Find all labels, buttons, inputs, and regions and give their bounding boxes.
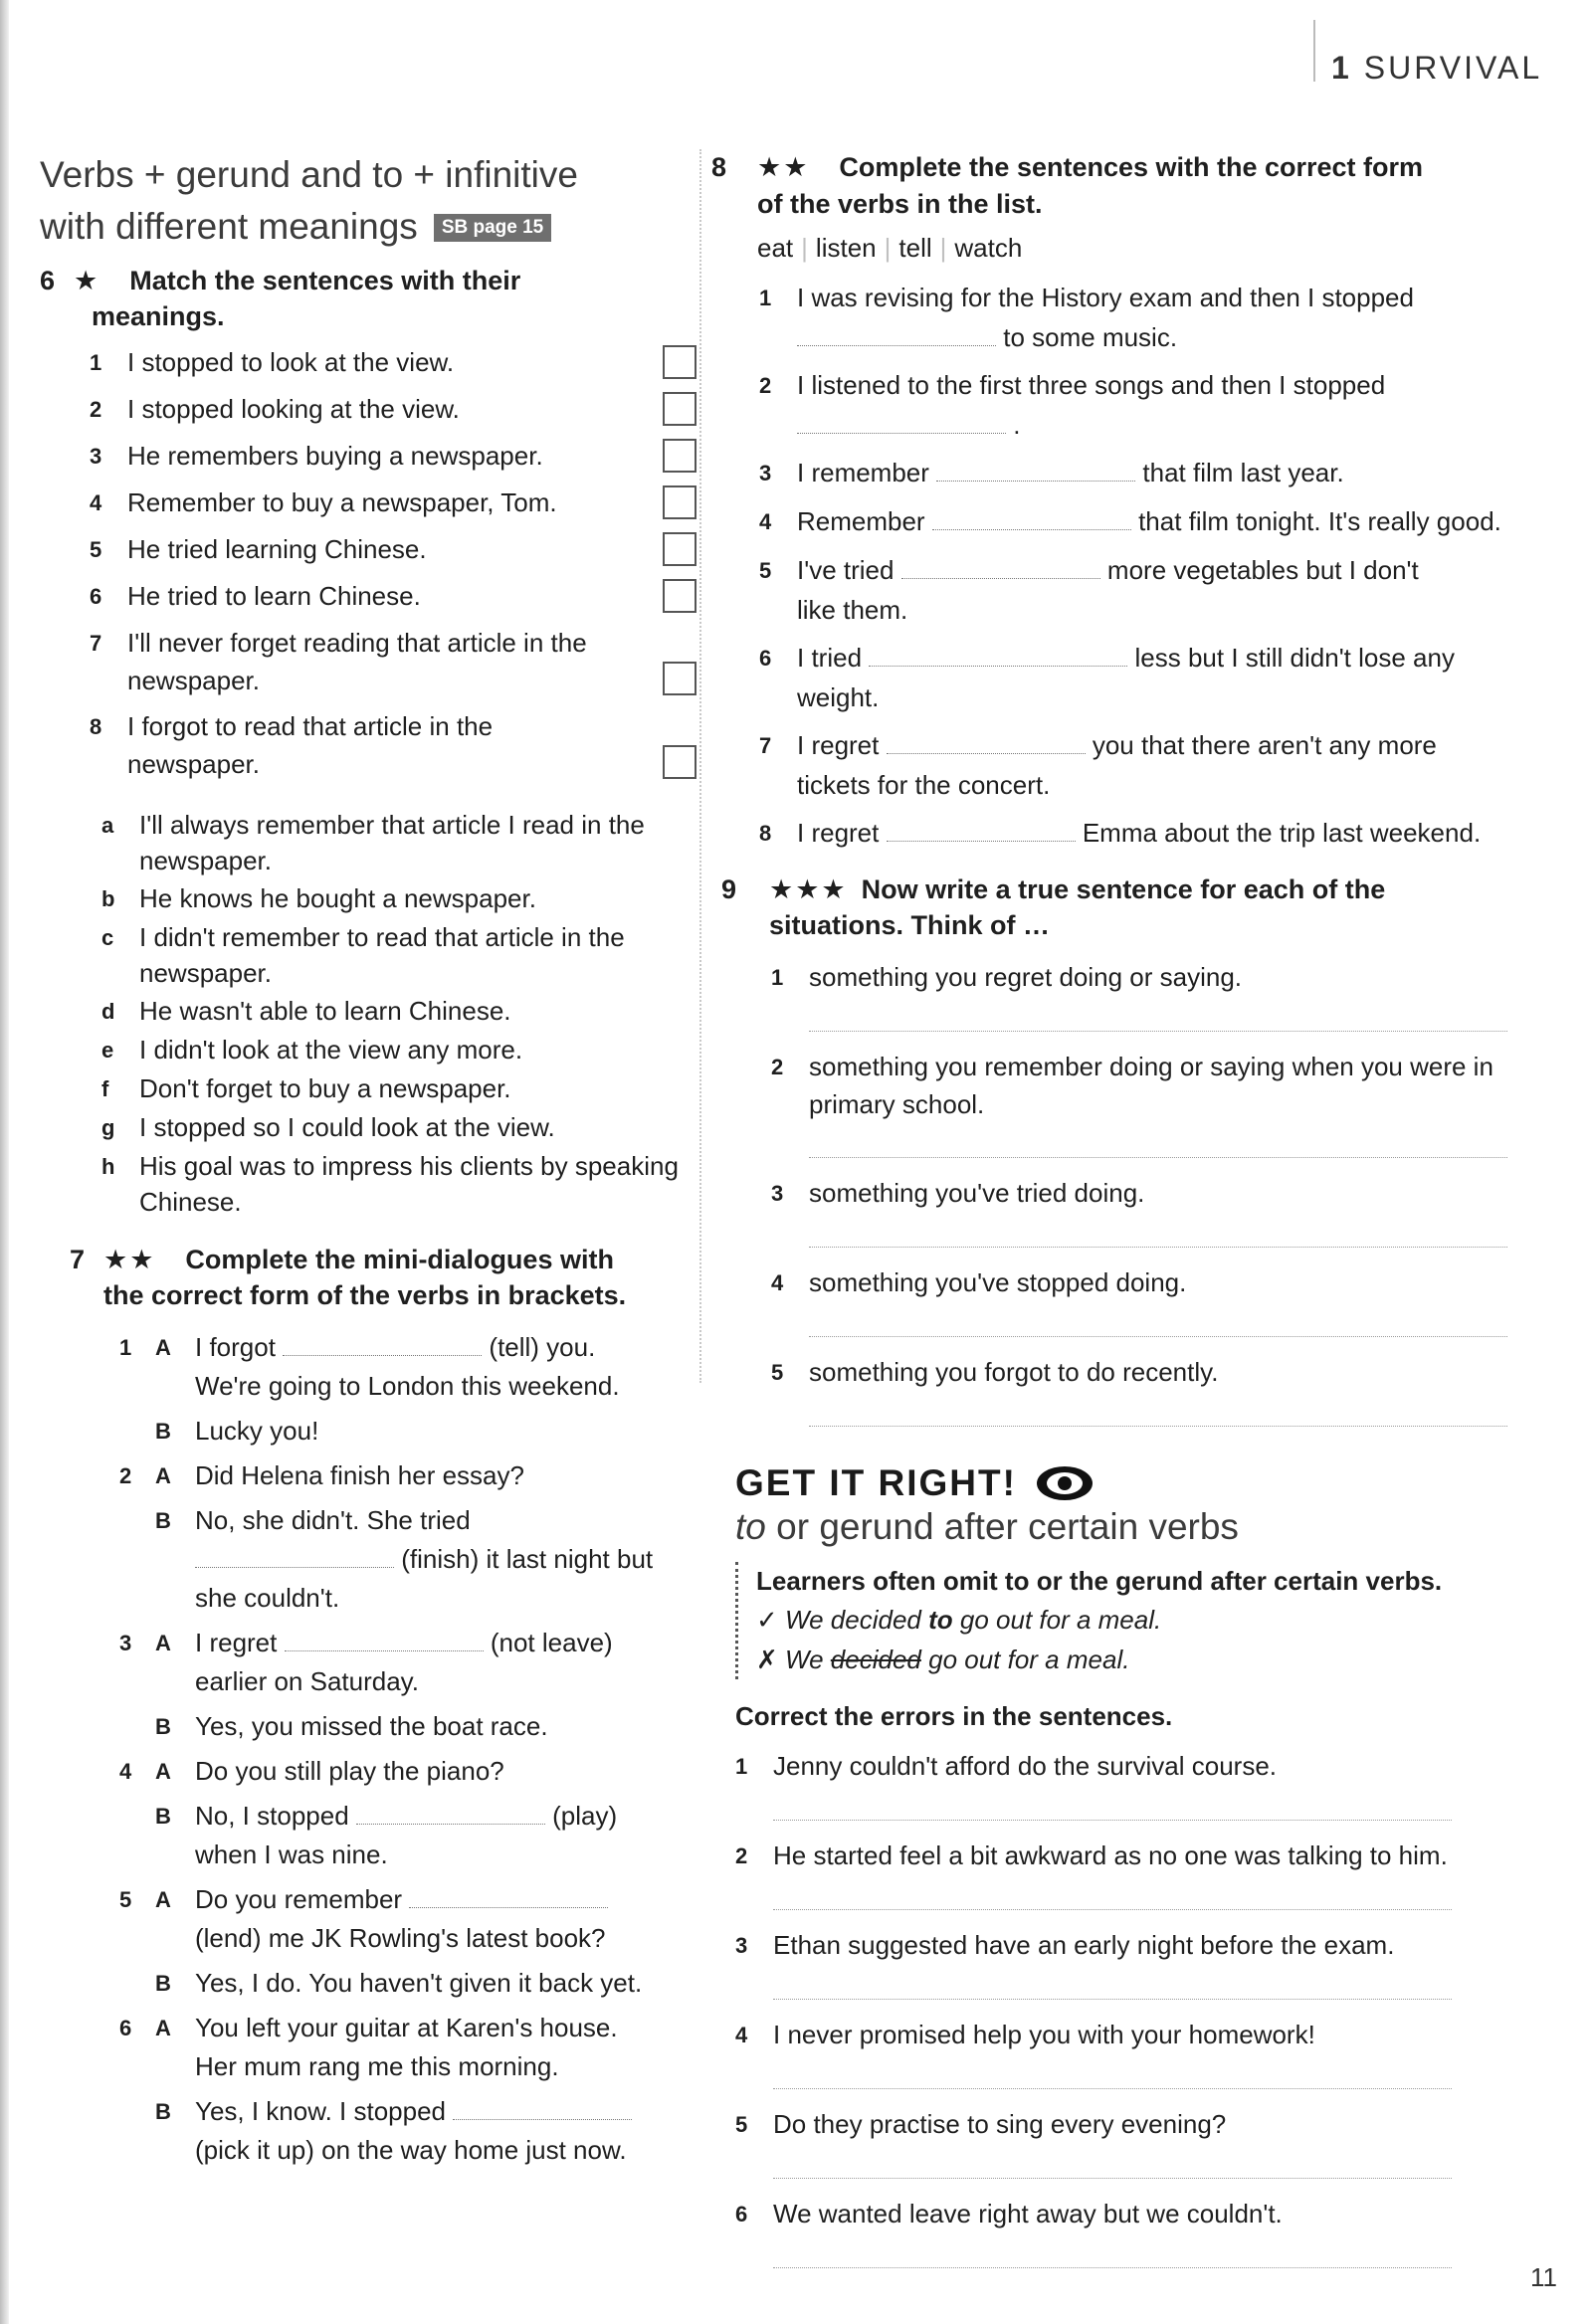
eye-icon bbox=[1033, 1462, 1096, 1504]
dialogue-text: Yes, you missed the boat race. bbox=[195, 1711, 548, 1741]
item-letter: c bbox=[101, 925, 114, 950]
list-item bbox=[759, 725, 1535, 805]
get-it-right-title bbox=[735, 1462, 1511, 1504]
list-item bbox=[90, 530, 696, 569]
difficulty-stars: ★★★ bbox=[769, 874, 848, 904]
tip-box bbox=[735, 1562, 1511, 1679]
exercise-9-items bbox=[771, 958, 1507, 1427]
section-title-line1: Verbs + gerund and to + infinitive bbox=[40, 154, 578, 195]
dialogue-line bbox=[119, 1797, 706, 1874]
item-letter: a bbox=[101, 813, 114, 838]
word-item: eat bbox=[757, 233, 794, 263]
correct-example bbox=[756, 1600, 1511, 1640]
tip-lead: Learners often omit to or the gerund after certain verbs. bbox=[756, 1566, 1443, 1596]
item-text: I never promised help you with your homework! bbox=[773, 2020, 1315, 2049]
answer-line[interactable] bbox=[773, 2148, 1452, 2179]
list-item bbox=[759, 278, 1535, 357]
item-number: 7 bbox=[759, 733, 772, 758]
list-item bbox=[90, 343, 696, 382]
list-item bbox=[735, 2016, 1492, 2054]
list-item bbox=[101, 880, 698, 917]
speaker-label: A bbox=[155, 1631, 171, 1655]
word-item: tell bbox=[898, 233, 932, 263]
list-item bbox=[771, 1263, 1507, 1302]
dialogue-line bbox=[119, 1501, 706, 1618]
item-number: 2 bbox=[90, 397, 102, 422]
dialogue-line bbox=[119, 1880, 706, 1958]
list-item bbox=[735, 1926, 1492, 1965]
item-text: Do they practise to sing every evening? bbox=[773, 2109, 1227, 2139]
dialogue-text: You left your guitar at Karen's house. bbox=[195, 2013, 618, 2042]
item-text: Don't forget to buy a newspaper. bbox=[139, 1073, 511, 1103]
dialogue-text: No, she didn't. She tried bbox=[195, 1505, 471, 1535]
subtitle-italic: to bbox=[735, 1506, 766, 1547]
list-item bbox=[101, 993, 698, 1030]
item-text: more vegetables but I don't bbox=[1106, 555, 1419, 585]
dialogue-text: (play) bbox=[552, 1801, 618, 1831]
dialogue-text: No, I stopped bbox=[195, 1801, 349, 1831]
item-number: 5 bbox=[90, 537, 102, 562]
item-text: something you remember doing or saying when you were in primary school. bbox=[809, 1052, 1493, 1119]
item-number: 1 bbox=[759, 286, 772, 310]
exercise-6-meanings bbox=[101, 807, 698, 1220]
answer-blank[interactable] bbox=[409, 1885, 608, 1908]
list-item bbox=[759, 453, 1535, 493]
item-number: 4 bbox=[735, 2023, 748, 2047]
item-text: tickets for the concert. bbox=[797, 770, 1051, 800]
item-letter: h bbox=[101, 1154, 115, 1179]
dialogue-text: Her mum rang me this morning. bbox=[195, 2051, 559, 2081]
exercise-instruction: Match the sentences with their bbox=[129, 266, 521, 295]
exercise-8-items bbox=[759, 278, 1535, 854]
item-text: something you regret doing or saying. bbox=[809, 962, 1243, 992]
item-number: 5 bbox=[771, 1360, 784, 1385]
list-item bbox=[771, 1048, 1507, 1123]
list-item bbox=[759, 550, 1535, 630]
item-number: 2 bbox=[759, 373, 772, 398]
speaker-label: B bbox=[155, 1419, 171, 1444]
dialogue-line bbox=[119, 1412, 706, 1451]
list-item bbox=[759, 501, 1535, 542]
exercise-instruction-cont: the correct form of the verbs in brackets. bbox=[103, 1280, 627, 1310]
item-text: His goal was to impress his clients by speaking Chinese. bbox=[139, 1151, 679, 1217]
item-text: I'll never forget reading that article in the newspaper. bbox=[127, 628, 587, 695]
subtitle-rest: or gerund after certain verbs bbox=[776, 1506, 1239, 1547]
dialogue-number: 3 bbox=[119, 1631, 132, 1655]
list-item bbox=[101, 1109, 698, 1146]
dialogue-line bbox=[119, 1707, 706, 1746]
list-item bbox=[771, 1174, 1507, 1213]
answer-line[interactable] bbox=[809, 1306, 1507, 1337]
dialogue-text: We're going to London this weekend. bbox=[195, 1371, 620, 1401]
dialogue-line bbox=[119, 1752, 706, 1791]
item-text: I'll always remember that article I read in the newspaper. bbox=[139, 810, 645, 875]
speaker-label: A bbox=[155, 1463, 171, 1488]
item-number: 1 bbox=[735, 1754, 748, 1779]
right-column bbox=[711, 149, 1537, 2284]
item-number: 3 bbox=[759, 461, 772, 485]
left-column bbox=[40, 149, 677, 2176]
answer-box[interactable] bbox=[663, 485, 696, 519]
item-text: I didn't remember to read that article in the newspaper. bbox=[139, 922, 625, 988]
dialogue-text: (finish) it last night but bbox=[401, 1544, 654, 1574]
exercise-9-heading bbox=[721, 872, 1537, 908]
item-text: We wanted leave right away but we couldn't. bbox=[773, 2199, 1283, 2228]
item-number: 3 bbox=[771, 1181, 784, 1206]
answer-blank[interactable] bbox=[869, 644, 1127, 667]
exercise-8-heading bbox=[711, 149, 1537, 186]
answer-box[interactable] bbox=[663, 579, 696, 613]
dialogue-text: I forgot bbox=[195, 1332, 276, 1362]
exercise-6-heading bbox=[40, 263, 677, 299]
speaker-label: B bbox=[155, 1714, 171, 1739]
dialogue-line bbox=[119, 1456, 706, 1495]
item-text: I've tried bbox=[797, 555, 895, 585]
list-item bbox=[771, 1353, 1507, 1392]
list-item bbox=[90, 624, 696, 699]
exercise-7-dialogues bbox=[119, 1328, 706, 2170]
answer-blank[interactable] bbox=[285, 1629, 484, 1651]
item-number: 1 bbox=[90, 350, 102, 375]
check-icon: ✓ bbox=[756, 1605, 778, 1635]
answer-blank[interactable] bbox=[453, 2097, 632, 2120]
list-item bbox=[771, 958, 1507, 997]
page-number: 11 bbox=[1530, 2262, 1557, 2292]
answer-box[interactable] bbox=[663, 439, 696, 473]
answer-box[interactable] bbox=[663, 392, 696, 426]
item-text: I regret bbox=[797, 818, 880, 848]
item-text: less but I still didn't lose any weight. bbox=[797, 643, 1455, 712]
speaker-label: B bbox=[155, 1971, 171, 1996]
answer-line[interactable] bbox=[809, 1217, 1507, 1248]
exercise-instruction: Complete the mini-dialogues with bbox=[185, 1245, 614, 1274]
dialogue-text: Do you still play the piano? bbox=[195, 1756, 504, 1786]
dialogue-text: (lend) me JK Rowling's latest book? bbox=[195, 1923, 606, 1953]
item-text: He started feel a bit awkward as no one was talking to him. bbox=[773, 1840, 1448, 1870]
item-number: 2 bbox=[735, 1843, 748, 1868]
list-item bbox=[101, 807, 698, 878]
answer-line[interactable] bbox=[773, 2058, 1452, 2089]
item-text: He knows he bought a newspaper. bbox=[139, 883, 536, 913]
item-number: 8 bbox=[90, 714, 102, 739]
item-text: Emma about the trip last weekend. bbox=[1082, 818, 1482, 848]
answer-box[interactable] bbox=[663, 345, 696, 379]
dialogue-text: I regret bbox=[195, 1628, 278, 1657]
exercise-instruction-cont: meanings. bbox=[92, 301, 225, 331]
word-item: watch bbox=[954, 233, 1023, 263]
exercise-instruction: Now write a true sentence for each of the bbox=[861, 874, 1386, 904]
item-number: 6 bbox=[759, 646, 772, 671]
answer-blank[interactable] bbox=[797, 323, 996, 346]
item-text: that film last year. bbox=[1142, 458, 1344, 487]
answer-line[interactable] bbox=[809, 1396, 1507, 1427]
dialogue-text: she couldn't. bbox=[195, 1583, 340, 1613]
difficulty-stars: ★ bbox=[74, 266, 100, 295]
exercise-number: 9 bbox=[721, 874, 737, 904]
dialogue-number: 5 bbox=[119, 1887, 132, 1912]
answer-line[interactable] bbox=[773, 2237, 1452, 2268]
exercise-number: 6 bbox=[40, 266, 56, 295]
dialogue-text: Lucky you! bbox=[195, 1416, 319, 1446]
item-letter: d bbox=[101, 999, 115, 1024]
column-divider bbox=[699, 149, 702, 1383]
example-text: We bbox=[785, 1645, 824, 1674]
item-number: 4 bbox=[759, 509, 772, 534]
dialogue-text: Do you remember bbox=[195, 1884, 403, 1914]
speaker-label: A bbox=[155, 1335, 171, 1360]
item-number: 5 bbox=[735, 2112, 748, 2137]
get-it-right-heading: GET IT RIGHT! bbox=[735, 1462, 1017, 1503]
item-number: 8 bbox=[759, 821, 772, 846]
item-text: something you forgot to do recently. bbox=[809, 1357, 1219, 1387]
speaker-label: A bbox=[155, 1759, 171, 1784]
list-item bbox=[101, 1032, 698, 1068]
item-text: Ethan suggested have an early night before the exam. bbox=[773, 1930, 1395, 1960]
list-item bbox=[90, 707, 696, 783]
item-text: Remember to buy a newspaper, Tom. bbox=[127, 487, 557, 517]
dialogue-text: Yes, I do. You haven't given it back yet. bbox=[195, 1968, 643, 1998]
item-text: I stopped looking at the view. bbox=[127, 394, 460, 424]
item-letter: e bbox=[101, 1038, 114, 1063]
answer-blank[interactable] bbox=[887, 819, 1076, 842]
answer-box[interactable] bbox=[663, 662, 696, 695]
get-it-right-subtitle bbox=[735, 1504, 1511, 1550]
page-header bbox=[1331, 50, 1542, 87]
item-text: I didn't look at the view any more. bbox=[139, 1035, 523, 1065]
item-number: 4 bbox=[771, 1270, 784, 1295]
item-text: I was revising for the History exam and then I stopped bbox=[797, 283, 1414, 312]
get-it-right-box bbox=[735, 1462, 1511, 2268]
unit-title: SURVIVAL bbox=[1363, 50, 1543, 86]
dialogue-number: 4 bbox=[119, 1759, 132, 1784]
difficulty-stars: ★★ bbox=[757, 152, 810, 182]
dialogue-number: 6 bbox=[119, 2016, 132, 2040]
answer-line[interactable] bbox=[809, 1127, 1507, 1158]
list-item bbox=[101, 919, 698, 991]
answer-blank[interactable] bbox=[195, 1545, 394, 1568]
answer-line[interactable] bbox=[773, 1879, 1452, 1910]
item-text: that film tonight. It's really good. bbox=[1138, 506, 1501, 536]
section-title bbox=[40, 149, 677, 253]
item-text: I listened to the first three songs and then I stopped bbox=[797, 370, 1386, 400]
list-item bbox=[735, 2195, 1492, 2233]
answer-blank[interactable] bbox=[356, 1802, 545, 1825]
word-item: listen bbox=[815, 233, 877, 263]
exercise-instruction-cont: of the verbs in the list. bbox=[757, 189, 1043, 219]
speaker-label: B bbox=[155, 2099, 171, 2124]
dialogue-text: (tell) you. bbox=[489, 1332, 596, 1362]
unit-number: 1 bbox=[1331, 50, 1352, 86]
example-text: go out for a meal. bbox=[928, 1645, 1130, 1674]
exercise-instruction-cont: situations. Think of … bbox=[769, 910, 1050, 940]
item-text: I stopped to look at the view. bbox=[127, 347, 455, 377]
item-number: 1 bbox=[771, 965, 784, 990]
exercise-6-items bbox=[90, 343, 696, 783]
item-text: I forgot to read that article in the newspaper. bbox=[127, 711, 494, 779]
item-letter: g bbox=[101, 1115, 115, 1140]
difficulty-stars: ★★ bbox=[103, 1245, 156, 1274]
item-text: like them. bbox=[797, 595, 908, 625]
item-number: 3 bbox=[735, 1933, 748, 1958]
list-item bbox=[735, 1837, 1492, 1875]
item-number: 6 bbox=[735, 2202, 748, 2227]
answer-line[interactable] bbox=[773, 1790, 1452, 1821]
answer-blank[interactable] bbox=[901, 556, 1100, 579]
list-item bbox=[90, 577, 696, 616]
sb-page-badge: SB page 15 bbox=[434, 214, 551, 242]
dialogue-text: earlier on Saturday. bbox=[195, 1666, 419, 1696]
item-letter: b bbox=[101, 886, 115, 911]
list-item bbox=[735, 1747, 1492, 1786]
list-item: 2 I listened to the first three songs and then I stopped . bbox=[759, 365, 1535, 445]
item-number: 2 bbox=[771, 1055, 784, 1079]
word-list: eat | listen | tell | watch bbox=[757, 233, 1023, 263]
list-item bbox=[735, 2105, 1492, 2144]
item-text: He wasn't able to learn Chinese. bbox=[139, 996, 511, 1026]
list-item bbox=[759, 638, 1535, 717]
dialogue-text: (pick it up) on the way home just now. bbox=[195, 2135, 627, 2165]
item-text: I tried bbox=[797, 643, 863, 673]
item-text: something you've tried doing. bbox=[809, 1178, 1145, 1208]
answer-blank[interactable] bbox=[283, 1333, 482, 1356]
item-text: He tried learning Chinese. bbox=[127, 534, 427, 564]
header-rule bbox=[1313, 20, 1315, 82]
item-text: you that there aren't any more bbox=[1092, 730, 1437, 760]
item-text: something you've stopped doing. bbox=[809, 1267, 1187, 1297]
item-text: He tried to learn Chinese. bbox=[127, 581, 421, 611]
answer-blank[interactable] bbox=[797, 411, 1006, 434]
speaker-label: A bbox=[155, 2016, 171, 2040]
speaker-label: B bbox=[155, 1508, 171, 1533]
dialogue-text: when I was nine. bbox=[195, 1840, 388, 1869]
speaker-label: B bbox=[155, 1804, 171, 1829]
answer-box[interactable] bbox=[663, 745, 696, 779]
answer-blank[interactable] bbox=[932, 507, 1131, 530]
item-text: Remember bbox=[797, 506, 925, 536]
cross-icon: ✗ bbox=[756, 1645, 778, 1674]
list-item bbox=[101, 1070, 698, 1107]
list-item bbox=[90, 437, 696, 476]
wrong-example bbox=[756, 1640, 1511, 1679]
list-item bbox=[101, 1148, 698, 1220]
list-item bbox=[759, 813, 1535, 854]
example-bold: to bbox=[928, 1605, 953, 1635]
dialogue-line bbox=[119, 1964, 706, 2003]
item-letter: f bbox=[101, 1076, 109, 1101]
exercise-number: 7 bbox=[70, 1245, 86, 1274]
item-text: to some music. bbox=[1003, 322, 1178, 352]
item-text: He remembers buying a newspaper. bbox=[127, 441, 543, 471]
item-text: I remember bbox=[797, 458, 929, 487]
dialogue-line bbox=[119, 2092, 706, 2170]
exercise-number: 8 bbox=[711, 152, 727, 182]
item-number: 5 bbox=[759, 558, 772, 583]
list-item bbox=[90, 484, 696, 522]
answer-line[interactable] bbox=[773, 1969, 1452, 2000]
dialogue-line bbox=[119, 1328, 706, 1406]
example-text: go out for a meal. bbox=[959, 1605, 1162, 1635]
example-strikethrough: decided bbox=[830, 1645, 921, 1674]
item-number: 6 bbox=[90, 584, 102, 609]
list-item bbox=[90, 390, 696, 429]
dialogue-text: Did Helena finish her essay? bbox=[195, 1460, 524, 1490]
exercise-7-heading bbox=[70, 1242, 677, 1278]
dialogue-line bbox=[119, 1624, 706, 1701]
answer-blank[interactable] bbox=[936, 459, 1135, 482]
speaker-label: A bbox=[155, 1887, 171, 1912]
item-text: Jenny couldn't afford do the survival course. bbox=[773, 1751, 1277, 1781]
page-edge bbox=[0, 0, 9, 2324]
get-it-right-items bbox=[735, 1747, 1492, 2268]
answer-blank[interactable] bbox=[887, 731, 1086, 754]
dialogue-line bbox=[119, 2009, 706, 2086]
dialogue-text: (not leave) bbox=[490, 1628, 613, 1657]
section-title-line2: with different meanings bbox=[40, 206, 418, 247]
get-it-right-instruction: Correct the errors in the sentences. bbox=[735, 1701, 1173, 1731]
item-text: I stopped so I could look at the view. bbox=[139, 1112, 555, 1142]
exercise-instruction: Complete the sentences with the correct form bbox=[839, 152, 1424, 182]
dialogue-number: 1 bbox=[119, 1335, 132, 1360]
example-text: We decided bbox=[785, 1605, 921, 1635]
item-text: I regret bbox=[797, 730, 880, 760]
item-number: 7 bbox=[90, 631, 102, 656]
item-number: 4 bbox=[90, 490, 102, 515]
dialogue-number: 2 bbox=[119, 1463, 132, 1488]
answer-box[interactable] bbox=[663, 532, 696, 566]
answer-line[interactable] bbox=[809, 1001, 1507, 1032]
dialogue-text: Yes, I know. I stopped bbox=[195, 2096, 446, 2126]
item-number: 3 bbox=[90, 444, 102, 469]
